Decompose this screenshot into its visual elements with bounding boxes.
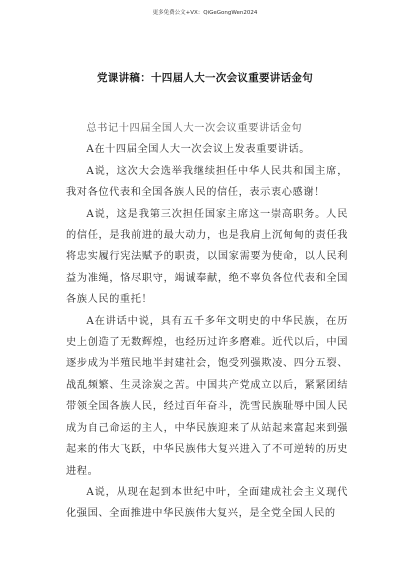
document-body [66,118,348,525]
body-paragraph: A在十四届全国人大一次会议上发表重要讲话。 [86,144,311,156]
body-paragraph: A说，这次大会选举我继续担任中华人民共和国主席，我对各位代表和全国各族人民的信任，表示衷心感谢！ [66,165,348,199]
body-paragraph: A说，从现在起到本世纪中叶，全面建成社会主义现代化强国、全面推进中华民族伟大复兴，是全党全国人民的 [66,486,348,520]
body-paragraph-subheading: 总书记十四届全国人大一次会议重要讲话金句 [86,123,303,134]
body-paragraph: A在讲话中说，具有五千多年文明史的中华民族，在历史上创造了无数辉煌，也经历过许多磨难。近代以后，中国逐步成为半殖民地半封建社会，饱受列强欺凌、四分五裂、战乱频繁、生灵涂炭之苦。中国共产党成立以后，紧紧团结带领全国各族人民，经过百年奋斗，洗雪民族耻辱中国人民成为自己命运的主人，中华民族迎来了从站起来富起来到强起来的伟大飞跃，中华民族伟大复兴进入了不可逆转的历史进程。 [66,315,348,477]
body-paragraph: A说，这是我第三次担任国家主席这一崇高职务。人民的信任，是我前进的最大动力，也是我肩上沉甸甸的责任我将忠实履行宪法赋予的职责，以国家需要为使命，以人民利益为准绳，恪尽职守，竭诚奉献，绝不辜负各位代表和全国各族人民的重托！ [66,208,348,306]
document-title: 党课讲稿：十四届人大一次会议重要讲话金句 [97,72,313,84]
header-note: 更多免费公文+VX：QiGeGongWen2024 [152,10,258,16]
